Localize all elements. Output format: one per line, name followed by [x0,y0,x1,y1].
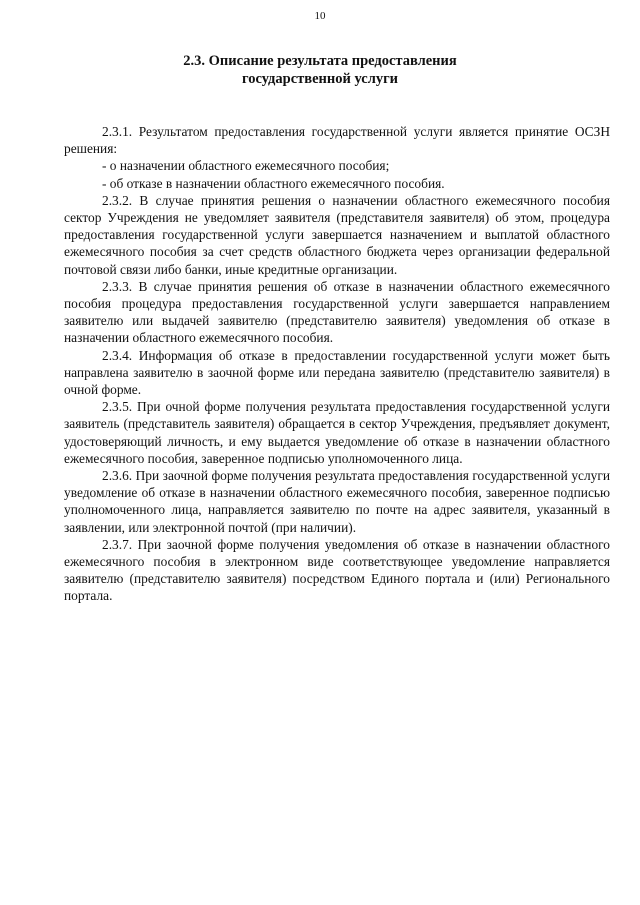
document-body [64,123,610,605]
section-heading [0,52,640,88]
list-item-refusal: - об отказе в назначении областного ежемесячного пособия. [102,175,445,191]
list-item-assignment: - о назначении областного ежемесячного пособия; [102,158,390,174]
paragraph-2-3-6: 2.3.6. При заочной форме получения результата предоставления государственной услуги уведомление об отказе в назначении областного ежемесячного пособия, заверенное подписью уполномоченного лица, направляется заявителю по почте на адрес заявителя, указанный в заявлении, или электронной почтой (при наличии). [64,468,610,535]
section-title-line-1: 2.3. Описание результата предоставления [183,53,457,69]
section-title-line-2: государственной услуги [241,71,399,87]
paragraph-2-3-3: 2.3.3. В случае принятия решения об отказе в назначении областного ежемесячного пособия процедура предоставления государственной услуги завершается направлением заявителю или выдачей заявителю (представителю заявителя) уведомления об отказе в назначении областного ежемесячного пособия. [64,278,610,346]
paragraph-2-3-7: 2.3.7. При заочной форме получения уведомления об отказе в назначении областного ежемесячного пособия в электронном виде соответствующее уведомление направляется заявителю (представителю заявителя) посредством Единого портала и (или) Регионального портала. [64,536,610,604]
paragraph-2-3-4: 2.3.4. Информация об отказе в предоставлении государственной услуги может быть направлена заявителю в заочной форме или передана заявителю (представителю заявителя) в очной форме. [64,347,610,398]
paragraph-2-3-1: 2.3.1. Результатом предоставления государственной услуги является принятие ОСЗН решения: [64,124,610,157]
paragraph-2-3-2: 2.3.2. В случае принятия решения о назначении областного ежемесячного пособия сектор Учреждения не уведомляет заявителя (представителя заявителя) об этом, процедура предоставления государственной услуги завершается назначением и выплатой областного ежемесячного пособия за счет средств областного бюджета через организации федеральной почтовой связи либо банки, иные кредитные организации. [64,192,610,277]
paragraph-2-3-5: 2.3.5. При очной форме получения результата предоставления государственной услуги заявитель (представитель заявителя) обращается в сектор Учреждения, предъявляет документ, удостоверяющий личность, и ему выдается уведомление об отказе в назначении областного ежемесячного пособия, заверенное подписью уполномоченного лица. [64,399,610,466]
page-number: 10 [314,10,326,22]
